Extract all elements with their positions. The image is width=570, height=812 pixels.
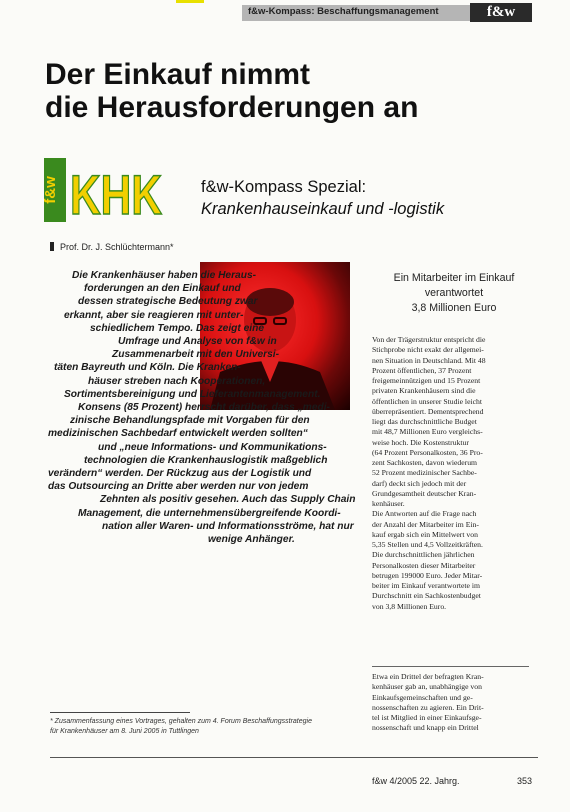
body-line: Grundgesamtheit deutscher Kran- (372, 488, 477, 498)
box-line: kenhäuser gab an, unabhängige von (372, 682, 482, 692)
body-line: beiter im Einkauf verantwortete im (372, 581, 481, 590)
intro-line: Zehnten als positiv gesehen. Auch das Supply Chain (100, 494, 356, 506)
box-divider (372, 666, 529, 667)
body-text (372, 335, 529, 612)
intro-text (48, 269, 358, 546)
body-line: kenhäuser. (372, 499, 405, 508)
intro-line: und „neue Informations- und Kommunikations- (98, 441, 327, 453)
footnote-rule (50, 712, 190, 713)
page-number: 353 (516, 776, 532, 786)
header-color-mark (176, 0, 204, 3)
intro-line: forderungen an den Einkauf und (84, 283, 241, 295)
intro-line: dessen strategische Bedeutung zwar (78, 296, 258, 308)
footnote-line-1: * Zusammenfassung eines Vortrages, gehalten zum 4. Forum Beschaffungsstrategie (50, 718, 312, 725)
intro-line: das Outsourcing an Dritte aber werden nur von jedem (48, 481, 309, 493)
footnote (50, 717, 360, 736)
author-bullet-icon (50, 242, 54, 251)
header-section-title: f&w-Kompass: Beschaffungsmanagement (248, 6, 439, 17)
kompass-logo (44, 154, 164, 226)
body-line: freigemeinnützigen und 15 Prozent (372, 376, 481, 385)
callout-line-3: 3,8 Millionen Euro (411, 302, 497, 314)
body-line: öffentlichen in unserer Studie leicht (372, 396, 483, 406)
body-line: Stichprobe nicht exakt der allgemei- (372, 345, 484, 355)
box-line: Einkaufsgemeinschaften und ge- (372, 692, 473, 702)
body-line: darf) deckt sich jedoch mit der (372, 478, 467, 488)
kompass-subtitle: Krankenhauseinkauf und -logistik (201, 200, 445, 218)
intro-line: Management, die unternehmensübergreifende Koordi- (78, 507, 341, 519)
body-line: privaten Krankenhäusern sind die (372, 386, 476, 396)
logo-right-text: KHK (70, 163, 162, 226)
body-line: (64 Prozent Personalkosten, 36 Pro- (372, 447, 483, 457)
kompass-title: f&w-Kompass Spezial: (201, 178, 367, 196)
body-line: nen Situation in Deutschland. Mit 48 (372, 355, 486, 365)
footer-issue: f&w 4/2005 22. Jahrg. (372, 776, 460, 786)
box-line: nossenschaften zu agieren. Ein Drit- (372, 702, 484, 712)
intro-line: Die Krankenhäuser haben die Heraus- (72, 270, 257, 281)
callout-box (372, 271, 536, 316)
intro-line: nation aller Waren- und Informationsströme, hat nur (102, 520, 354, 532)
title-line-1: Der Einkauf nimmt (45, 58, 311, 91)
body-line: Durchschnitt ein Sachkostenbudget (372, 591, 481, 601)
footnote-line-2: für Krankenhäuser am 8. Juni 2005 in Tuttlingen (50, 727, 199, 735)
body-line: betrugen 199000 Euro. Jeder Mitar- (372, 570, 483, 580)
footer-rule (50, 757, 538, 758)
intro-line: häuser streben nach Kooperationen, (88, 375, 266, 387)
callout-line-2: verantwortet (424, 287, 484, 299)
body-line: weise hoch. Die Kostenstruktur (372, 437, 469, 447)
intro-line: Sortimentsbereinigung und Lieferantenmanagement. (64, 388, 321, 400)
body-line: von 3,8 Millionen Euro. (372, 601, 447, 611)
intro-line: wenige Anhänger. (208, 534, 295, 546)
logo-left-text: f&w (42, 176, 59, 204)
author: Prof. Dr. J. Schlüchtermann* (60, 242, 174, 252)
box-line: nossenschaft und knapp ein Drittel (372, 723, 479, 733)
callout-line-1: Ein Mitarbeiter im Einkauf (393, 272, 515, 284)
article-title (45, 58, 565, 124)
body-line: überrepräsentiert. Dementsprechend (372, 406, 484, 416)
footer (372, 776, 532, 786)
intro-line: Konsens (85 Prozent) herrscht darüber, dass „medi- (78, 402, 330, 414)
body-line: 52 Prozent medizinischer Sachbe- (372, 468, 477, 478)
body-line: 5,35 Stellen und 4,5 Vollzeitkräften. (372, 540, 483, 549)
box-text (372, 672, 529, 734)
body-line: der Anzahl der Mitarbeiter im Ein- (372, 519, 479, 529)
body-line: liegt das durchschnittliche Budget (372, 417, 477, 426)
box-line: Etwa ein Drittel der befragten Kran- (372, 672, 484, 681)
intro-line: Umfrage und Analyse von f&w in (118, 336, 277, 348)
intro-line: erkannt, aber sie reagieren mit unter- (64, 309, 244, 321)
body-line: kauf ergab sich ein Mittelwert von (372, 529, 478, 539)
header-logo: f&w (470, 3, 532, 22)
intro-line: technologien die Krankenhauslogistik maßgeblich (84, 454, 328, 466)
title-line-2: die Herausforderungen an (45, 91, 419, 124)
box-line: tel ist Mitglied in einer Einkaufsge- (372, 713, 482, 722)
body-line: zent Sachkosten, davon wiederum (372, 458, 478, 467)
body-line: Die durchschnittlichen jährlichen (372, 550, 475, 560)
intro-line: medizinischen Sachbedarf entwickelt werden sollten“ (48, 428, 308, 440)
intro-line: schiedlichem Tempo. Das zeigt eine (90, 322, 264, 334)
intro-line: täten Bayreuth und Köln. Die Kranken- (54, 362, 241, 374)
intro-line: verändern“ werden. Der Rückzug aus der Logistik und (48, 468, 312, 480)
body-line: Personalkosten dieser Mitarbeiter (372, 560, 476, 570)
intro-line: Zusammenarbeit mit den Universi- (112, 349, 280, 361)
body-line: Die Antworten auf die Frage nach (372, 509, 477, 519)
body-line: Prozent öffentlichen, 37 Prozent (372, 365, 472, 375)
body-line: Von der Trägerstruktur entspricht die (372, 335, 486, 344)
intro-line: zinische Behandlungspfade mit Vorgaben für den (70, 415, 310, 427)
body-line: mit 48,7 Millionen Euro vergleichs- (372, 427, 483, 437)
